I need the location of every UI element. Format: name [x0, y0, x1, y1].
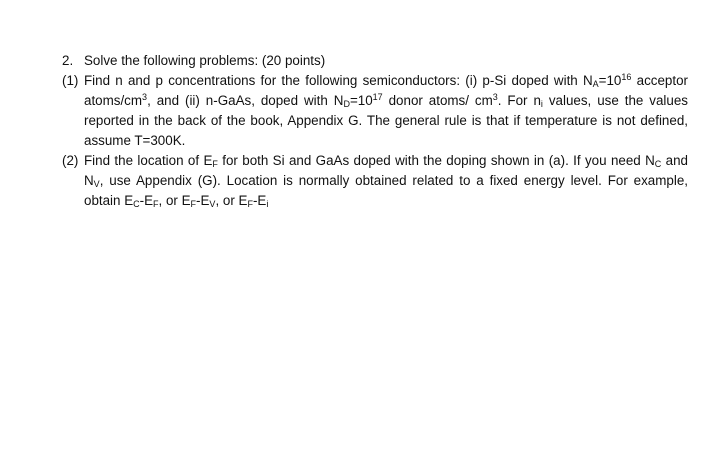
sub-problem-1	[62, 71, 692, 151]
sub-problem-1-number: (1)	[62, 73, 79, 88]
text-segment: , or E	[158, 193, 191, 208]
text-segment: Find the location of E	[84, 153, 213, 168]
sub-problem-2-number: (2)	[62, 153, 79, 168]
text-segment: . For n	[497, 93, 541, 108]
text-segment: -E	[252, 193, 267, 208]
subscript: C	[133, 199, 140, 209]
problem-number: 2.	[62, 53, 74, 68]
text-segment: , use Appendix (G). Location is normally obtained related to a fixed energy level. For example, obtain E	[84, 173, 688, 208]
subscript: i	[540, 99, 543, 109]
subscript: C	[654, 159, 662, 169]
subscript: i	[266, 199, 269, 209]
text-segment: donor atoms/ cm	[382, 93, 493, 108]
text-segment: for both Si and GaAs doped with the doping shown in (a). If you need N	[217, 153, 655, 168]
text-segment: Find n and p concentrations for the following semiconductors: (i) p-Si doped with N	[84, 73, 593, 88]
superscript: 17	[372, 92, 383, 102]
superscript: 16	[621, 72, 632, 82]
text-segment: -E	[196, 193, 210, 208]
text-segment: values, use the values reported in the back of the book, Appendix G. The general rule is that if temperature is not defined, assume T=300K.	[84, 93, 688, 148]
subscript: F	[212, 159, 218, 169]
text-segment: =10	[598, 73, 622, 88]
subscript: F	[190, 199, 197, 209]
sub-problem-2-text	[84, 151, 692, 211]
text-segment: -E	[139, 193, 154, 208]
subscript: F	[153, 199, 159, 209]
text-segment: , and (ii) n-GaAs, doped with N	[147, 93, 344, 108]
text-segment: , or E	[215, 193, 248, 208]
superscript: 3	[142, 92, 148, 102]
sub-problem-2	[62, 151, 692, 211]
text-segment: acceptor atoms/cm	[84, 73, 688, 108]
subscript: V	[209, 199, 216, 209]
problem-document	[62, 51, 692, 211]
problem-title: Solve the following problems: (20 points)	[84, 53, 326, 68]
text-segment: =10	[349, 93, 373, 108]
subscript: F	[247, 199, 253, 209]
subscript: D	[343, 99, 350, 109]
problem-heading	[62, 51, 692, 71]
subscript: A	[592, 79, 599, 89]
sub-problem-1-text	[84, 71, 692, 151]
superscript: 3	[492, 92, 498, 102]
text-segment: and N	[84, 153, 688, 188]
subscript: V	[93, 179, 100, 189]
